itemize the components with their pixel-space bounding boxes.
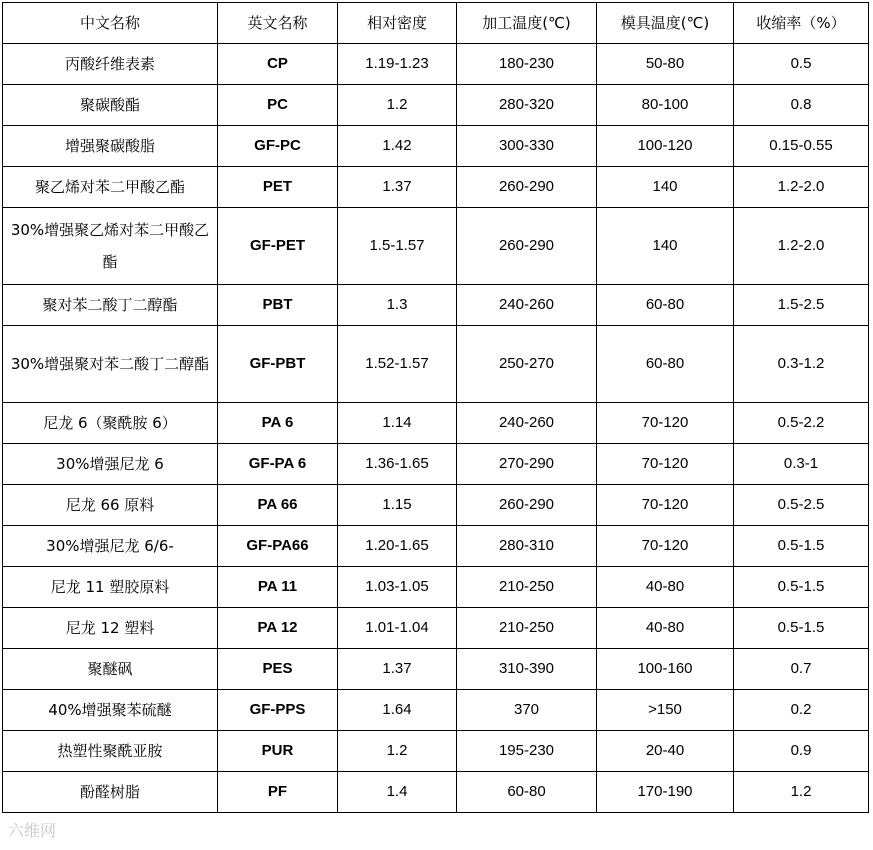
cell-chinese-name: 聚醚砜 xyxy=(3,649,218,690)
table-row xyxy=(3,526,869,567)
cell-relative-density: 1.5-1.57 xyxy=(338,208,457,285)
table-row xyxy=(3,126,869,167)
cell-relative-density: 1.4 xyxy=(338,772,457,813)
cell-mold-temp: 70-120 xyxy=(597,444,734,485)
cell-mold-temp: 60-80 xyxy=(597,285,734,326)
cell-processing-temp: 310-390 xyxy=(457,649,597,690)
cell-processing-temp: 260-290 xyxy=(457,167,597,208)
cell-mold-temp: 140 xyxy=(597,208,734,285)
cell-english-name: PES xyxy=(218,649,338,690)
cell-english-name: PA 12 xyxy=(218,608,338,649)
cell-english-name: PUR xyxy=(218,731,338,772)
cell-english-name: PC xyxy=(218,85,338,126)
cell-mold-temp: 170-190 xyxy=(597,772,734,813)
cell-relative-density: 1.36-1.65 xyxy=(338,444,457,485)
cell-relative-density: 1.14 xyxy=(338,403,457,444)
cell-relative-density: 1.19-1.23 xyxy=(338,44,457,85)
cell-shrinkage: 1.5-2.5 xyxy=(734,285,869,326)
cell-processing-temp: 195-230 xyxy=(457,731,597,772)
cell-english-name: CP xyxy=(218,44,338,85)
cell-english-name: GF-PC xyxy=(218,126,338,167)
cell-processing-temp: 210-250 xyxy=(457,608,597,649)
cell-english-name: PF xyxy=(218,772,338,813)
cell-relative-density: 1.64 xyxy=(338,690,457,731)
cell-english-name: GF-PA 6 xyxy=(218,444,338,485)
cell-processing-temp: 280-320 xyxy=(457,85,597,126)
cell-mold-temp: 140 xyxy=(597,167,734,208)
cell-mold-temp: 40-80 xyxy=(597,567,734,608)
table-row xyxy=(3,285,869,326)
cell-chinese-name: 酚醛树脂 xyxy=(3,772,218,813)
cell-relative-density: 1.01-1.04 xyxy=(338,608,457,649)
cell-chinese-name: 丙酸纤维表素 xyxy=(3,44,218,85)
cell-mold-temp: 50-80 xyxy=(597,44,734,85)
header-row xyxy=(3,3,869,44)
header-processing-temp: 加工温度(℃) xyxy=(457,3,597,44)
cell-processing-temp: 260-290 xyxy=(457,208,597,285)
cell-shrinkage: 0.5-1.5 xyxy=(734,526,869,567)
materials-table xyxy=(2,2,869,813)
cell-relative-density: 1.37 xyxy=(338,167,457,208)
cell-shrinkage: 0.5-1.5 xyxy=(734,608,869,649)
cell-relative-density: 1.20-1.65 xyxy=(338,526,457,567)
table-row xyxy=(3,403,869,444)
cell-relative-density: 1.37 xyxy=(338,649,457,690)
cell-english-name: GF-PBT xyxy=(218,326,338,403)
cell-english-name: PA 11 xyxy=(218,567,338,608)
cell-processing-temp: 240-260 xyxy=(457,403,597,444)
cell-relative-density: 1.52-1.57 xyxy=(338,326,457,403)
cell-chinese-name: 聚碳酸酯 xyxy=(3,85,218,126)
watermark-text: 六维网 xyxy=(8,821,57,840)
table-row xyxy=(3,690,869,731)
cell-relative-density: 1.2 xyxy=(338,731,457,772)
cell-relative-density: 1.15 xyxy=(338,485,457,526)
cell-mold-temp: 100-120 xyxy=(597,126,734,167)
cell-shrinkage: 0.9 xyxy=(734,731,869,772)
cell-mold-temp: 70-120 xyxy=(597,526,734,567)
header-english-name: 英文名称 xyxy=(218,3,338,44)
header-relative-density: 相对密度 xyxy=(338,3,457,44)
header-mold-temp: 模具温度(℃) xyxy=(597,3,734,44)
cell-relative-density: 1.03-1.05 xyxy=(338,567,457,608)
cell-english-name: GF-PPS xyxy=(218,690,338,731)
cell-english-name: PA 6 xyxy=(218,403,338,444)
cell-processing-temp: 180-230 xyxy=(457,44,597,85)
table-row xyxy=(3,44,869,85)
cell-english-name: GF-PA66 xyxy=(218,526,338,567)
cell-chinese-name: 聚乙烯对苯二甲酸乙酯 xyxy=(3,167,218,208)
cell-processing-temp: 280-310 xyxy=(457,526,597,567)
cell-shrinkage: 0.5-1.5 xyxy=(734,567,869,608)
cell-mold-temp: 40-80 xyxy=(597,608,734,649)
cell-english-name: GF-PET xyxy=(218,208,338,285)
cell-shrinkage: 0.7 xyxy=(734,649,869,690)
cell-shrinkage: 0.3-1 xyxy=(734,444,869,485)
table-row xyxy=(3,444,869,485)
cell-chinese-name: 40%增强聚苯硫醚 xyxy=(3,690,218,731)
cell-processing-temp: 300-330 xyxy=(457,126,597,167)
cell-chinese-name: 增强聚碳酸脂 xyxy=(3,126,218,167)
cell-shrinkage: 1.2-2.0 xyxy=(734,208,869,285)
cell-relative-density: 1.42 xyxy=(338,126,457,167)
header-chinese-name: 中文名称 xyxy=(3,3,218,44)
cell-english-name: PA 66 xyxy=(218,485,338,526)
cell-shrinkage: 0.5-2.2 xyxy=(734,403,869,444)
table-row xyxy=(3,326,869,403)
header-shrinkage: 收缩率（%） xyxy=(734,3,869,44)
cell-chinese-name: 尼龙 66 原料 xyxy=(3,485,218,526)
cell-processing-temp: 250-270 xyxy=(457,326,597,403)
cell-chinese-name: 30%增强聚乙烯对苯二甲酸乙酯 xyxy=(3,208,218,285)
cell-chinese-name: 尼龙 6（聚酰胺 6） xyxy=(3,403,218,444)
cell-processing-temp: 240-260 xyxy=(457,285,597,326)
cell-chinese-name: 尼龙 11 塑胶原料 xyxy=(3,567,218,608)
cell-shrinkage: 1.2 xyxy=(734,772,869,813)
table-row xyxy=(3,485,869,526)
table-row xyxy=(3,731,869,772)
cell-mold-temp: 70-120 xyxy=(597,485,734,526)
cell-shrinkage: 0.5-2.5 xyxy=(734,485,869,526)
cell-mold-temp: 20-40 xyxy=(597,731,734,772)
cell-chinese-name: 30%增强尼龙 6/6- xyxy=(3,526,218,567)
cell-processing-temp: 60-80 xyxy=(457,772,597,813)
cell-processing-temp: 260-290 xyxy=(457,485,597,526)
cell-mold-temp: 100-160 xyxy=(597,649,734,690)
cell-processing-temp: 270-290 xyxy=(457,444,597,485)
cell-shrinkage: 0.8 xyxy=(734,85,869,126)
table-row xyxy=(3,772,869,813)
cell-english-name: PET xyxy=(218,167,338,208)
cell-mold-temp: 60-80 xyxy=(597,326,734,403)
table-row xyxy=(3,567,869,608)
cell-mold-temp: >150 xyxy=(597,690,734,731)
cell-shrinkage: 0.2 xyxy=(734,690,869,731)
cell-chinese-name: 聚对苯二酸丁二醇酯 xyxy=(3,285,218,326)
cell-chinese-name: 尼龙 12 塑料 xyxy=(3,608,218,649)
cell-processing-temp: 370 xyxy=(457,690,597,731)
cell-shrinkage: 0.3-1.2 xyxy=(734,326,869,403)
table-row xyxy=(3,167,869,208)
cell-shrinkage: 0.5 xyxy=(734,44,869,85)
cell-shrinkage: 1.2-2.0 xyxy=(734,167,869,208)
table-row xyxy=(3,85,869,126)
cell-mold-temp: 80-100 xyxy=(597,85,734,126)
cell-relative-density: 1.3 xyxy=(338,285,457,326)
cell-processing-temp: 210-250 xyxy=(457,567,597,608)
table-row xyxy=(3,608,869,649)
table-row xyxy=(3,208,869,285)
cell-english-name: PBT xyxy=(218,285,338,326)
cell-mold-temp: 70-120 xyxy=(597,403,734,444)
cell-chinese-name: 30%增强聚对苯二酸丁二醇酯 xyxy=(3,326,218,403)
cell-relative-density: 1.2 xyxy=(338,85,457,126)
cell-shrinkage: 0.15-0.55 xyxy=(734,126,869,167)
table-row xyxy=(3,649,869,690)
cell-chinese-name: 30%增强尼龙 6 xyxy=(3,444,218,485)
cell-chinese-name: 热塑性聚酰亚胺 xyxy=(3,731,218,772)
